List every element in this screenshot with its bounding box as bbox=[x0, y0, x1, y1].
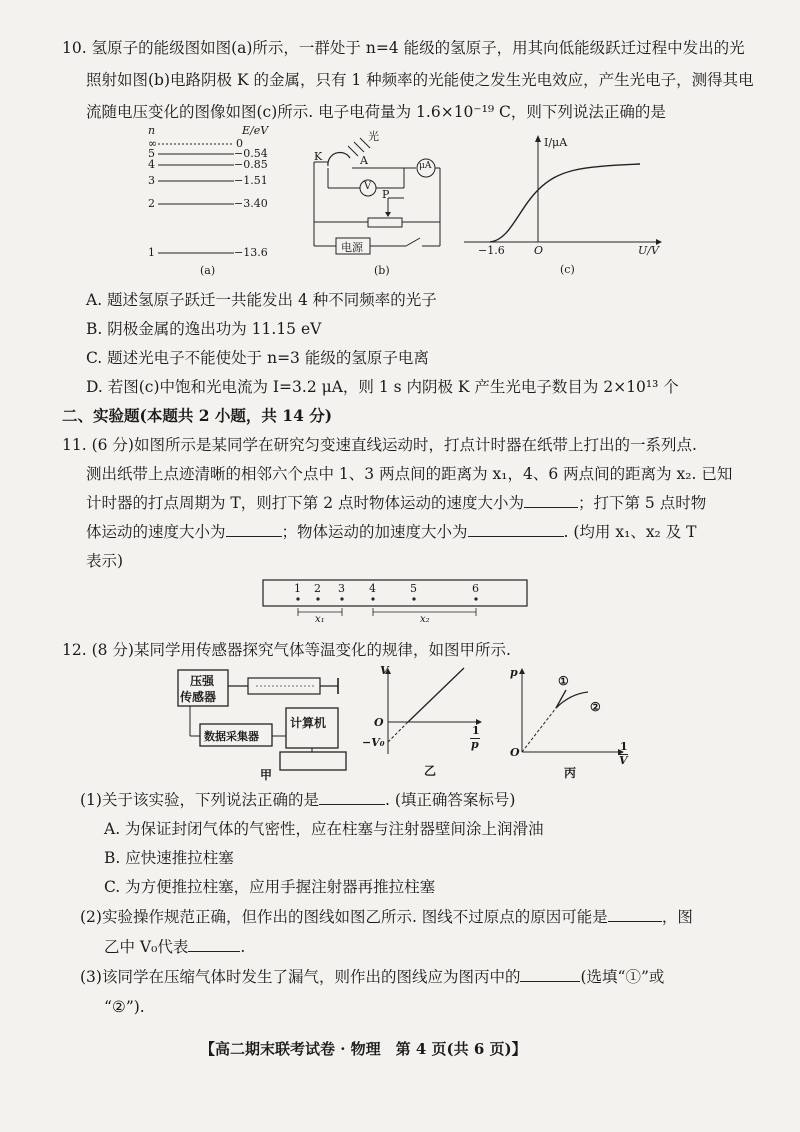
q11-line-3 bbox=[86, 493, 706, 513]
q10-option-c: C. 题述光电子不能使处于 n=3 能级的氢原子电离 bbox=[86, 349, 429, 367]
sensor-label-2: 传感器 bbox=[180, 690, 217, 704]
e-header: E/eV bbox=[242, 124, 269, 137]
curve-1 bbox=[556, 690, 566, 708]
q11-line-2: 测出纸带上点迹清晰的相邻六个点中 1、3 两点间的距离为 x₁，4、6 两点间的距离为 x₂. 已知 bbox=[86, 465, 733, 483]
tape-label-3: 3 bbox=[338, 582, 345, 595]
origin-c: O bbox=[534, 244, 544, 257]
q12-option-b: B. 应快速推拉柱塞 bbox=[104, 849, 234, 867]
q10-line-2: 照射如图(b)电路阴极 K 的金属，只有 1 种频率的光能使之发生光电效应，产生光电子，测得其电 bbox=[86, 71, 754, 89]
e-4: −0.85 bbox=[234, 158, 268, 171]
p-label: P bbox=[382, 188, 390, 201]
curve-2-label: ② bbox=[590, 700, 601, 714]
paper-tape-figure bbox=[262, 578, 530, 632]
light-ray-1 bbox=[348, 146, 358, 156]
n-3: 3 bbox=[148, 174, 155, 187]
slider-arrow bbox=[385, 212, 391, 217]
iu-graph bbox=[460, 130, 670, 280]
yi-y-label: V bbox=[380, 664, 389, 677]
q12-part-2-b: ，图 bbox=[661, 908, 693, 926]
n-inf: ∞ bbox=[148, 137, 158, 150]
tape-label-5: 5 bbox=[410, 582, 417, 595]
caption-b: (b) bbox=[374, 264, 390, 277]
q12-part-3-b: (选填“①”或 bbox=[580, 968, 665, 986]
cathode-k bbox=[328, 152, 350, 166]
caption-bing: 丙 bbox=[564, 766, 577, 780]
collector-label: 数据采集器 bbox=[204, 730, 259, 743]
tape-dot-4 bbox=[371, 597, 374, 600]
curve-1-label: ① bbox=[558, 674, 569, 688]
computer-label: 计算机 bbox=[290, 716, 327, 730]
tape-dot-6 bbox=[474, 597, 477, 600]
iu-curve bbox=[490, 164, 640, 242]
bing-x-den: V bbox=[619, 754, 628, 767]
n-5: 5 bbox=[148, 147, 155, 160]
q11-line-1: 11. (6 分)如图所示是某同学在研究匀变速直线运动时，打点计时器在纸带上打出的一系列点. bbox=[62, 436, 697, 454]
caption-c: (c) bbox=[560, 263, 575, 276]
tape-label-1: 1 bbox=[294, 582, 301, 595]
source-label: 电源 bbox=[341, 241, 363, 254]
figure-b-circuit bbox=[308, 128, 448, 280]
v-label: V bbox=[364, 181, 372, 192]
tape-dot-5 bbox=[412, 597, 415, 600]
sensor-label-1: 压强 bbox=[190, 674, 215, 688]
light-label: 光 bbox=[368, 130, 379, 143]
tape-label-2: 2 bbox=[314, 582, 321, 595]
q11-line-4 bbox=[86, 522, 696, 542]
yi-origin: O bbox=[374, 716, 384, 729]
q11-line-4-b: ；物体运动的加速度大小为 bbox=[281, 523, 468, 541]
n-1: 1 bbox=[148, 246, 155, 259]
paper-tape bbox=[262, 578, 530, 632]
computer-base bbox=[280, 752, 346, 770]
tape-dot-1 bbox=[296, 597, 299, 600]
x1-label: x₁ bbox=[315, 614, 325, 625]
e-3: −1.51 bbox=[234, 174, 268, 187]
i-axis-arrow bbox=[535, 135, 541, 142]
tape-dot-2 bbox=[316, 597, 319, 600]
q11-line-3-b: ；打下第 5 点时物 bbox=[577, 494, 707, 512]
q11-line-4-c: . (均用 x₁、x₂ 及 T bbox=[563, 523, 697, 541]
tape-strip bbox=[263, 580, 527, 606]
q12-part-3-a: (3)该同学在压缩气体时发生了漏气，则作出的图线应为图丙中的 bbox=[80, 968, 521, 986]
tape-label-6: 6 bbox=[472, 582, 479, 595]
q11-line-5: 表示) bbox=[86, 552, 124, 570]
q11-line-4-a: 体运动的速度大小为 bbox=[86, 523, 226, 541]
n-header: n bbox=[148, 124, 156, 137]
caption-jia: 甲 bbox=[260, 768, 273, 782]
q12-part-3 bbox=[80, 967, 664, 987]
figure-jia-apparatus bbox=[176, 668, 356, 780]
bing-dashed-line bbox=[522, 708, 556, 752]
q12-part-1 bbox=[80, 790, 515, 810]
n-4: 4 bbox=[148, 158, 155, 171]
yi-x-num: 1 bbox=[472, 724, 480, 737]
answer-blank-p3[interactable] bbox=[520, 967, 580, 982]
switch bbox=[406, 238, 420, 246]
ua-label: μA bbox=[419, 161, 432, 171]
q12-part-3-line-2: “②”). bbox=[104, 998, 145, 1016]
figure-a-energy-levels bbox=[148, 124, 288, 280]
q12-part-2-d: . bbox=[240, 938, 246, 956]
yi-solid-line bbox=[408, 668, 464, 722]
q12-part-1-b: . (填正确答案标号) bbox=[384, 791, 516, 809]
answer-blank-p2-reason[interactable] bbox=[608, 907, 662, 922]
u-axis-label: U/V bbox=[638, 244, 659, 257]
e-2: −3.40 bbox=[234, 197, 268, 210]
e-5: −0.54 bbox=[234, 147, 268, 160]
bing-y-label: p bbox=[510, 666, 518, 679]
q12-part-2-c: 乙中 V₀代表 bbox=[104, 938, 189, 956]
figure-bing-graph bbox=[506, 662, 636, 780]
x2-label: x₂ bbox=[420, 614, 430, 625]
q10-option-b: B. 阴极金属的逸出功为 11.15 eV bbox=[86, 320, 322, 338]
circuit-drawing bbox=[308, 128, 448, 280]
bing-y-arrow bbox=[519, 668, 525, 674]
caption-yi: 乙 bbox=[424, 764, 437, 778]
q11-line-3-a: 计时器的打点周期为 T，则打下第 2 点时物体运动的速度大小为 bbox=[86, 494, 524, 512]
figure-yi-graph bbox=[362, 662, 486, 780]
q10-line-1: 10. 氢原子的能级图如图(a)所示，一群处于 n=4 能级的氢原子，用其向低能级跃迁过程中发出的光 bbox=[62, 39, 745, 57]
section-2-heading: 二、实验题(本题共 2 小题，共 14 分) bbox=[62, 406, 333, 425]
i-axis-label: I/μA bbox=[544, 136, 568, 149]
answer-blank-accel[interactable] bbox=[468, 522, 564, 537]
q12-part-2-a: (2)实验操作规范正确，但作出的图线如图乙所示. 图线不过原点的原因可能是 bbox=[80, 908, 608, 926]
n-2: 2 bbox=[148, 197, 155, 210]
yi-x-den: p bbox=[471, 738, 479, 751]
tape-dot-3 bbox=[340, 597, 343, 600]
answer-blank-v5[interactable] bbox=[226, 522, 282, 537]
q12-option-a: A. 为保证封闭气体的气密性，应在柱塞与注射器壁间涂上润滑油 bbox=[104, 820, 544, 838]
e-inf: 0 bbox=[236, 137, 243, 150]
q10-option-a: A. 题述氢原子跃迁一共能发出 4 种不同频率的光子 bbox=[86, 291, 437, 309]
answer-blank-p2-v0[interactable] bbox=[188, 937, 240, 952]
tick-neg: −1.6 bbox=[478, 244, 505, 257]
yi-intercept: −V₀ bbox=[362, 736, 385, 749]
q12-line-1: 12. (8 分)某同学用传感器探究气体等温变化的规律，如图甲所示. bbox=[62, 641, 511, 659]
page-footer: 【高二期末联考试卷 · 物理 第 4 页(共 6 页)】 bbox=[200, 1040, 527, 1058]
a-label: A bbox=[360, 154, 368, 167]
light-ray-2 bbox=[354, 142, 364, 152]
figure-c-iu-graph bbox=[460, 130, 670, 280]
yi-dashed-line bbox=[388, 722, 408, 742]
answer-blank-v2[interactable] bbox=[524, 493, 578, 508]
tape-label-4: 4 bbox=[369, 582, 376, 595]
answer-blank-p1[interactable] bbox=[319, 790, 385, 805]
q12-option-c: C. 为方便推拉柱塞，应用手握注射器再推拉柱塞 bbox=[104, 878, 436, 896]
q12-part-2-line-2 bbox=[104, 937, 245, 957]
q12-part-2 bbox=[80, 907, 693, 927]
e-1: −13.6 bbox=[234, 246, 268, 259]
bing-x-num: 1 bbox=[620, 740, 628, 753]
k-label: K bbox=[314, 150, 323, 163]
q10-option-d: D. 若图(c)中饱和光电流为 I=3.2 μA，则 1 s 内阴极 K 产生光电子数目为 2×10¹³ 个 bbox=[86, 378, 679, 396]
q10-line-3: 流随电压变化的图像如图(c)所示. 电子电荷量为 1.6×10⁻¹⁹ C，则下列说法正确的是 bbox=[86, 103, 666, 121]
rheostat bbox=[368, 218, 402, 227]
caption-a: (a) bbox=[200, 264, 216, 277]
q12-part-1-a: (1)关于该实验，下列说法正确的是 bbox=[80, 791, 319, 809]
bing-origin: O bbox=[510, 746, 520, 759]
p-vs-invv-graph bbox=[506, 662, 636, 780]
